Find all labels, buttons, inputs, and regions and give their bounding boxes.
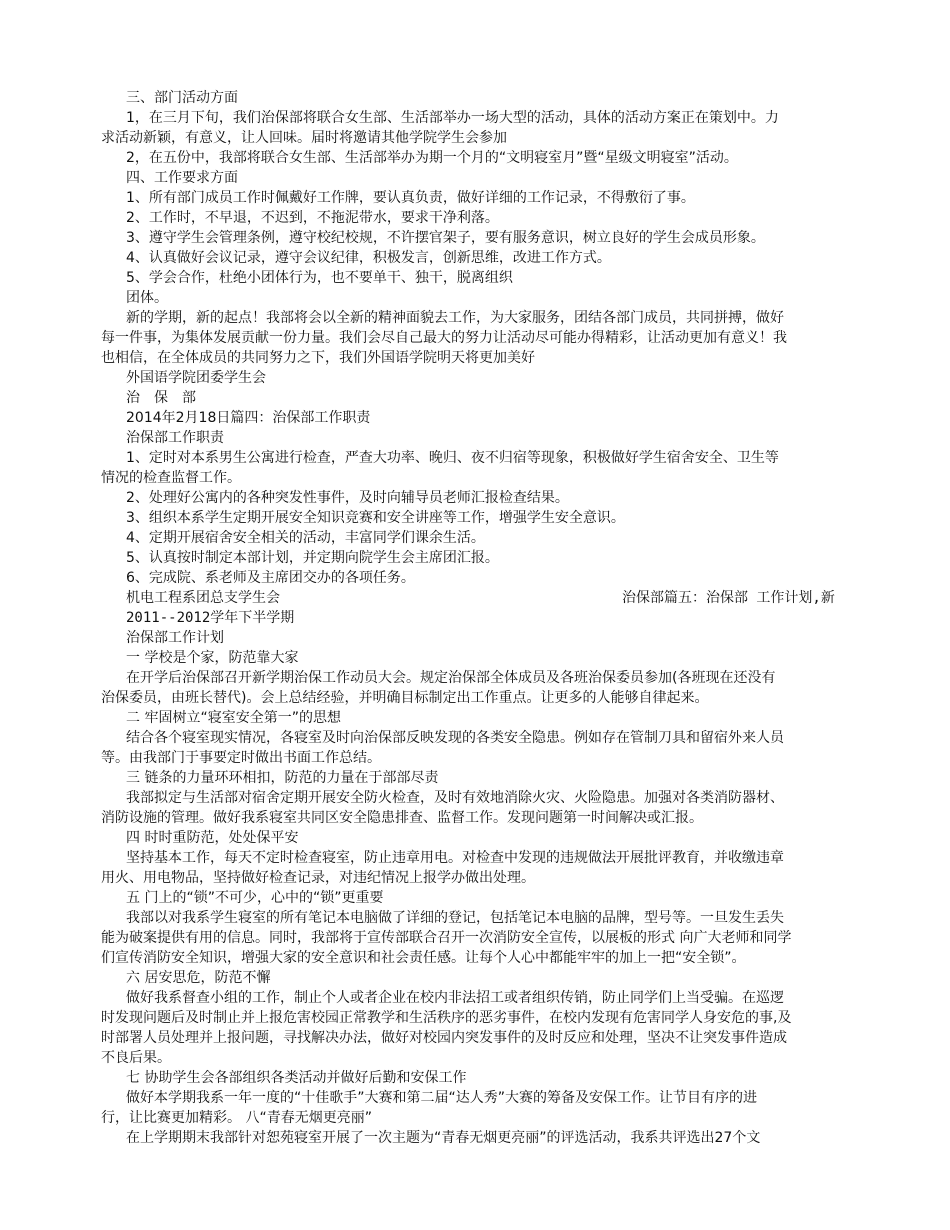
organization-name: 机电工程系团总支学生会	[126, 590, 280, 606]
paragraph-line: 新的学期，新的起点！我部将会以全新的精神面貌去工作，为大家服务，团结各部门成员，共同拼搏，做好	[126, 310, 784, 326]
list-item: 3、遵守学生会管理条例，遵守校纪校规，不许摆官架子，要有服务意识，树立良好的学生会成员形象。	[126, 230, 765, 246]
department-name: 治 保 部	[126, 390, 196, 406]
paragraph-line: 等。由我部门于事要定时做出书面工作总结。	[101, 750, 381, 766]
paragraph-line: 团体。	[126, 290, 168, 306]
list-item: 1、定时对本系男生公寓进行检查，严查大功率、晚归、夜不归宿等现象，积极做好学生宿舍安全、卫生等	[126, 450, 779, 466]
list-item: 6、完成院、系老师及主席团交办的各项任务。	[126, 570, 415, 586]
list-item-continuation: 情况的检查监督工作。	[101, 470, 241, 486]
list-item: 2、处理好公寓内的各种突发性事件，及时向辅导员老师汇报检查结果。	[126, 490, 569, 506]
paragraph-line: 做好本学期我系一年一度的“十佳歌手”大赛和第二届“达人秀”大赛的筹备及安保工作。让节目有序的进	[126, 1090, 758, 1106]
paragraph-line: 不良后果。	[101, 1050, 171, 1066]
paragraph-line: 用火、用电物品，坚持做好检查记录，对违纪情况上报学办做出处理。	[101, 870, 535, 886]
list-item: 2、工作时，不早退，不迟到，不拖泥带水，要求干净利落。	[126, 210, 499, 226]
date-heading: 2014年2月18日篇四：治保部工作职责	[126, 410, 371, 426]
section-heading: 六 居安思危，防范不懈	[126, 970, 271, 986]
paragraph-line: 能为破案提供有用的信息。同时，我部将于宣传部联合召开一次消防安全宣传，以展板的形式 向广大老师和同学	[101, 930, 792, 946]
paragraph-line: 行，让比赛更加精彩。 八“青春无烟更亮丽”	[101, 1110, 372, 1126]
paragraph-line: 在开学后治保部召开新学期治保工作动员大会。规定治保部全体成员及各班治保委员参加(各班现在还没有	[126, 670, 776, 686]
organization-name: 外国语学院团委学生会	[126, 370, 266, 386]
section-heading: 二 牢固树立“寝室安全第一”的思想	[126, 710, 341, 726]
section-heading: 四、工作要求方面	[126, 170, 238, 186]
list-item: 5、学会合作，杜绝小团体行为，也不要单干、独干，脱离组织	[126, 270, 513, 286]
section-heading: 治保部工作职责	[126, 430, 224, 446]
semester-heading: 2011--2012学年下半学期	[126, 610, 295, 626]
paragraph-line: 我部以对我系学生寝室的所有笔记本电脑做了详细的登记，包括笔记本电脑的品牌，型号等。一旦发生丢失	[126, 910, 784, 926]
section-heading: 一 学校是个家，防范靠大家	[126, 650, 299, 666]
list-item: 4、定期开展宿舍安全相关的活动，丰富同学们课余生活。	[126, 530, 485, 546]
paragraph-line: 每一件事，为集体发展贡献一份力量。我们会尽自己最大的努力让活动尽可能办得精彩，让活动更加有意义！我	[101, 330, 787, 346]
article-title: 治保部篇五：治保部 工作计划,新	[622, 590, 835, 606]
paragraph-line: 结合各个寝室现实情况，各寝室及时向治保部反映发现的各类安全隐患。例如存在管制刀具和留宿外来人员	[126, 730, 784, 746]
section-heading: 七 协助学生会各部组织各类活动并做好后勤和安保工作	[126, 1070, 467, 1086]
list-item: 1、所有部门成员工作时佩戴好工作牌，要认真负责，做好详细的工作记录，不得敷衍了事。	[126, 190, 695, 206]
paragraph-line: 也相信，在全体成员的共同努力之下，我们外国语学院明天将更加美好	[101, 350, 535, 366]
paragraph-line: 1，在三月下旬，我们治保部将联合女生部、生活部举办一场大型的活动，具体的活动方案正在策划中。力	[126, 110, 779, 126]
section-heading: 四 时时重防范，处处保平安	[126, 830, 299, 846]
paragraph-line: 我部拟定与生活部对宿舍定期开展安全防火检查，及时有效地消除火灾、火险隐患。加强对各类消防器材、	[126, 790, 784, 806]
list-item: 5、认真按时制定本部计划，并定期向院学生会主席团汇报。	[126, 550, 499, 566]
list-item: 4、认真做好会议记录，遵守会议纪律，积极发言，创新思维，改进工作方式。	[126, 250, 611, 266]
section-heading: 三 链条的力量环环相扣，防范的力量在于部部尽责	[126, 770, 439, 786]
paragraph-line: 时部署人员处理并上报问题，寻找解决办法，做好对校园内突发事件的及时反应和处理，坚决不让突发事件造成	[101, 1030, 787, 1046]
paragraph-line: 们宣传消防安全知识，增强大家的安全意识和社会责任感。让每个人心中都能牢牢的加上一把“安全锁”。	[101, 950, 746, 966]
paragraph-line: 2，在五份中，我部将联合女生部、生活部举办为期一个月的“文明寝室月”暨“星级文明寝室”活动。	[126, 150, 738, 166]
paragraph-line: 消防设施的管理。做好我系寝室共同区安全隐患排查、监督工作。发现问题第一时间解决或汇报。	[101, 810, 703, 826]
paragraph-line: 时发现问题后及时制止并上报危害校园正常教学和生活秩序的恶劣事件，在校内发现有危害同学人身安危的事,及	[101, 1010, 792, 1026]
paragraph-line: 求活动新颖，有意义，让人回味。届时将邀请其他学院学生会参加	[101, 130, 507, 146]
list-item: 3、组织本系学生定期开展安全知识竞赛和安全讲座等工作，增强学生安全意识。	[126, 510, 625, 526]
paragraph-line: 在上学期期末我部针对恕苑寝室开展了一次主题为“青春无烟更亮丽”的评选活动，我系共评选出27个文	[126, 1130, 761, 1146]
section-heading: 治保部工作计划	[126, 630, 224, 646]
paragraph-line: 治保委员，由班长替代)。会上总结经验，并明确目标制定出工作重点。让更多的人能够自律起来。	[101, 690, 709, 706]
paragraph-line: 做好我系督查小组的工作，制止个人或者企业在校内非法招工或者组织传销，防止同学们上当受骗。在巡逻	[126, 990, 784, 1006]
section-heading: 三、部门活动方面	[126, 90, 238, 106]
section-heading: 五 门上的“锁”不可少，心中的“锁”更重要	[126, 890, 384, 906]
paragraph-line: 坚持基本工作，每天不定时检查寝室，防止违章用电。对检查中发现的违规做法开展批评教育，并收缴违章	[126, 850, 784, 866]
